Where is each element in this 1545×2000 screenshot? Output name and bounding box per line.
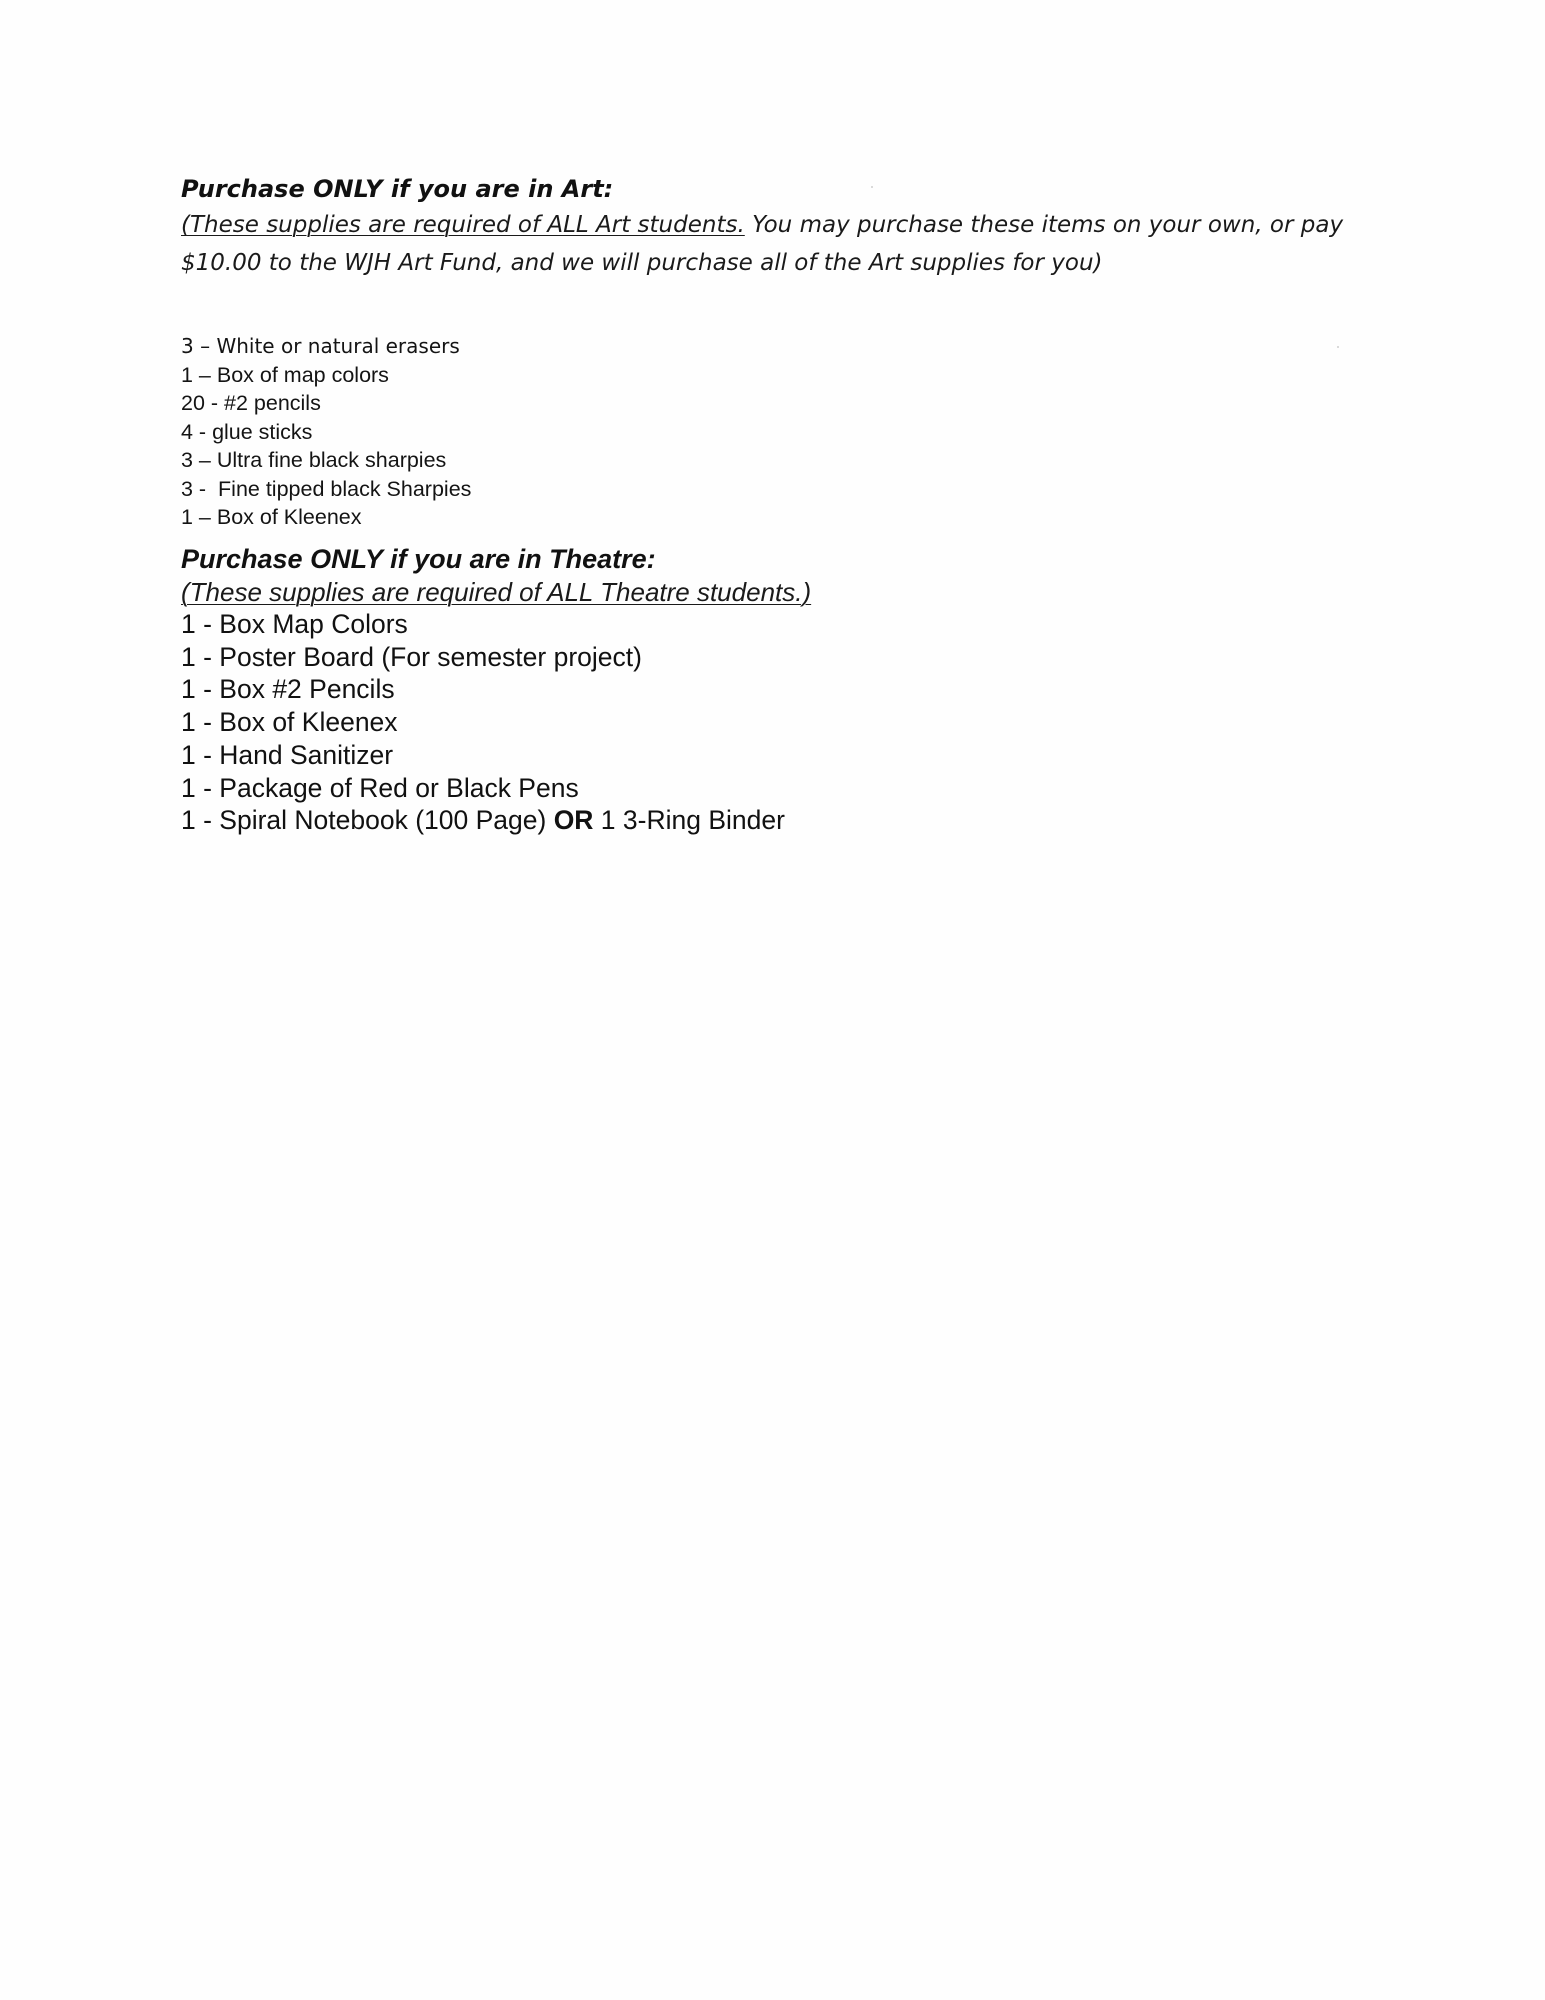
list-item: 1 - Poster Board (For semester project) [181, 641, 642, 672]
list-item: 3 – Ultra fine black sharpies [181, 448, 447, 472]
art-note [181, 206, 1381, 282]
art-heading: Purchase ONLY if you are in Art: [181, 175, 614, 203]
list-item: 3 – White or natural erasers [181, 334, 460, 358]
list-item: 1 - Box of Kleenex [181, 707, 398, 738]
theatre-supplies-section [181, 542, 1381, 837]
list-item: 1 – Box of Kleenex [181, 505, 362, 529]
art-note-rest: You may purchase these items on your own, or pay [744, 212, 1344, 238]
art-supplies-section [181, 172, 1381, 532]
art-supply-list [181, 332, 1381, 532]
list-item: 3 - Fine tipped black Sharpies [181, 476, 472, 501]
list-item: 1 - Hand Sanitizer [181, 739, 394, 770]
or-emphasis: OR [553, 805, 594, 836]
list-item: 4 - glue sticks [181, 419, 313, 444]
list-item [181, 804, 1381, 837]
theatre-supply-list [181, 608, 1381, 837]
theatre-note: (These supplies are required of ALL Theatre students.) [181, 577, 812, 607]
theatre-heading: Purchase ONLY if you are in Theatre: [181, 544, 656, 574]
list-item: 20 - #2 pencils [181, 391, 321, 415]
list-item: 1 - Box #2 Pencils [181, 674, 395, 705]
list-item: 1 - Package of Red or Black Pens [181, 772, 579, 803]
item-text: 1 3-Ring Binder [593, 805, 785, 836]
art-note-underlined: (These supplies are required of ALL Art students. [181, 212, 745, 238]
list-item: 1 - Box Map Colors [181, 609, 408, 639]
art-note-line2: $10.00 to the WJH Art Fund, and we will purchase all of the Art supplies for you) [181, 250, 1103, 276]
item-text: 1 - Spiral Notebook (100 Page) [181, 805, 554, 836]
list-item: 1 – Box of map colors [181, 362, 389, 387]
